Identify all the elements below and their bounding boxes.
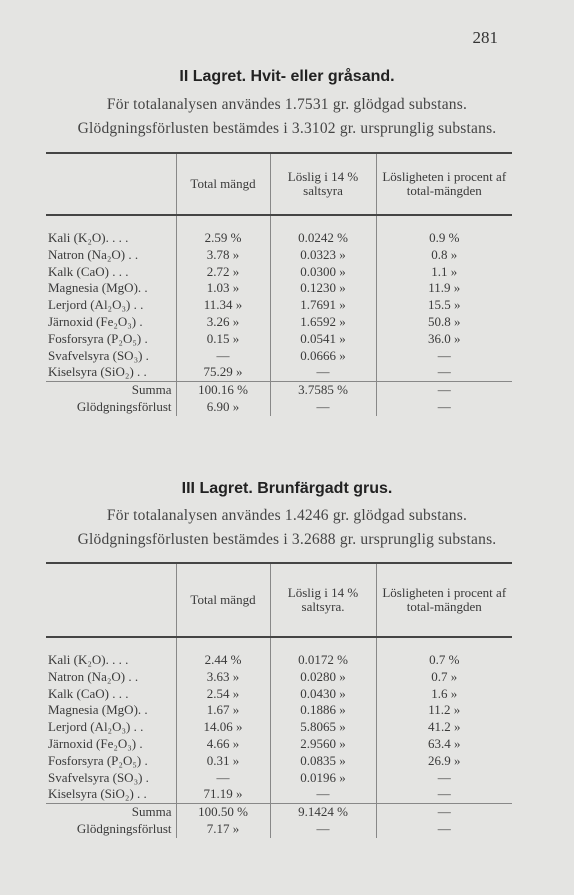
percent-value: 0.7 » [376, 669, 512, 686]
total-value: 71.19 » [176, 786, 270, 803]
percent-value: 1.6 » [376, 686, 512, 703]
percent-value: 36.0 » [376, 331, 512, 348]
substance-name: Lerjord (Al₂O₃) . . [48, 297, 144, 313]
percent-value: 11.9 » [376, 280, 512, 297]
summary-row [46, 382, 512, 399]
summary-row [46, 399, 512, 416]
section-3-loss-line: Glödgningsförlusten bestämdes i 3.2688 gr. ursprunglig substans. [77, 531, 497, 548]
total-value: 2.44 % [176, 637, 270, 669]
total-value: 3.63 » [176, 669, 270, 686]
soluble-value: 1.6592 » [270, 314, 376, 331]
soluble-value: 0.0430 » [270, 686, 376, 703]
table-row [46, 736, 512, 753]
total-value: — [176, 348, 270, 365]
substance-name: Fosforsyra (P₂O₅) . [48, 330, 148, 346]
total-value: 100.16 % [176, 382, 270, 399]
total-value: 3.26 » [176, 314, 270, 331]
soluble-value: — [270, 786, 376, 803]
percent-value: — [376, 786, 512, 803]
percent-value: 15.5 » [376, 297, 512, 314]
percent-value: 0.8 » [376, 247, 512, 264]
total-value: 2.59 % [176, 215, 270, 247]
total-value: 14.06 » [176, 719, 270, 736]
substance-name: Kalk (CaO) . . . [48, 263, 129, 279]
section-3-table [46, 562, 512, 838]
soluble-value: 1.7691 » [270, 297, 376, 314]
table-header-row [46, 563, 512, 637]
section-2-analysis-line: För totalanalysen användes 1.7531 gr. glödgad substans. [106, 96, 468, 113]
table-row [46, 770, 512, 787]
header-substance [46, 153, 176, 215]
substance-name: Magnesia (MgO). . [48, 280, 148, 296]
table-row [46, 786, 512, 803]
table-row [46, 637, 512, 669]
substance-name: Natron (Na₂O) . . [48, 246, 139, 262]
table-row [46, 364, 512, 381]
total-value: 7.17 » [176, 821, 270, 838]
percent-value: 11.2 » [376, 702, 512, 719]
total-value: 6.90 » [176, 399, 270, 416]
total-value: 1.67 » [176, 702, 270, 719]
summary-row [46, 804, 512, 821]
percent-value: 41.2 » [376, 719, 512, 736]
substance-name: Järnoxid (Fe₂O₃) . [48, 735, 143, 751]
soluble-value: 0.0280 » [270, 669, 376, 686]
table-row [46, 686, 512, 703]
soluble-value: 9.1424 % [270, 804, 376, 821]
percent-value: — [376, 364, 512, 381]
soluble-value: 5.8065 » [270, 719, 376, 736]
soluble-value: 0.0300 » [270, 264, 376, 281]
percent-value: — [376, 821, 512, 838]
percent-value: — [376, 382, 512, 399]
summary-label: Glödgningsförlust [76, 398, 172, 414]
percent-value: 26.9 » [376, 753, 512, 770]
section-3-analysis-line: För totalanalysen användes 1.4246 gr. glödgad substans. [106, 507, 468, 524]
table-row [46, 331, 512, 348]
table-row [46, 348, 512, 365]
total-value: 2.72 » [176, 264, 270, 281]
table-row [46, 719, 512, 736]
soluble-value: — [270, 399, 376, 416]
substance-name: Svafvelsyra (SO₃) . [48, 769, 149, 785]
table-row [46, 297, 512, 314]
header-percent: Lösligheten i procent af total-mängden [376, 153, 512, 215]
total-value: 75.29 » [176, 364, 270, 381]
header-soluble: Löslig i 14 % saltsyra [270, 153, 376, 215]
table-row [46, 753, 512, 770]
percent-value: 0.9 % [376, 215, 512, 247]
percent-value: — [376, 770, 512, 787]
table-row [46, 280, 512, 297]
total-value: 4.66 » [176, 736, 270, 753]
soluble-value: — [270, 821, 376, 838]
total-value: 2.54 » [176, 686, 270, 703]
soluble-value: 0.0835 » [270, 753, 376, 770]
soluble-value: 0.0541 » [270, 331, 376, 348]
substance-name: Kali (K₂O). . . . [48, 652, 129, 667]
table-row [46, 247, 512, 264]
substance-name: Kiselsyra (SiO₂) . . [48, 364, 147, 380]
summary-row [46, 821, 512, 838]
section-2-heading: II Lagret. Hvit- eller gråsand. [179, 68, 395, 85]
total-value: 3.78 » [176, 247, 270, 264]
substance-name: Svafvelsyra (SO₃) . [48, 347, 149, 363]
soluble-value: 3.7585 % [270, 382, 376, 399]
table-row [46, 669, 512, 686]
total-value: — [176, 770, 270, 787]
section-2-table [46, 152, 512, 416]
soluble-value: 0.0196 » [270, 770, 376, 787]
substance-name: Lerjord (Al₂O₃) . . [48, 719, 144, 735]
substance-name: Järnoxid (Fe₂O₃) . [48, 313, 143, 329]
total-value: 11.34 » [176, 297, 270, 314]
soluble-value: 0.1886 » [270, 702, 376, 719]
summary-label: Summa [46, 382, 176, 399]
percent-value: 50.8 » [376, 314, 512, 331]
table-row [46, 314, 512, 331]
soluble-value: 0.0666 » [270, 348, 376, 365]
table-row [46, 215, 512, 247]
percent-value: 1.1 » [376, 264, 512, 281]
soluble-value: 0.1230 » [270, 280, 376, 297]
header-percent: Lösligheten i procent af total-mängden [376, 563, 512, 637]
header-substance [46, 563, 176, 637]
header-total: Total mängd [176, 563, 270, 637]
substance-name: Kalk (CaO) . . . [48, 685, 129, 701]
section-3-heading: III Lagret. Brunfärgadt grus. [181, 480, 393, 497]
soluble-value: 0.0172 % [270, 637, 376, 669]
percent-value: 0.7 % [376, 637, 512, 669]
substance-name: Fosforsyra (P₂O₅) . [48, 752, 148, 768]
percent-value: — [376, 399, 512, 416]
percent-value: — [376, 804, 512, 821]
table-row [46, 702, 512, 719]
total-value: 100.50 % [176, 804, 270, 821]
total-value: 1.03 » [176, 280, 270, 297]
substance-name: Kiselsyra (SiO₂) . . [48, 786, 147, 802]
total-value: 0.15 » [176, 331, 270, 348]
table-row [46, 264, 512, 281]
substance-name: Kali (K₂O). . . . [48, 230, 129, 245]
header-soluble: Löslig i 14 % saltsyra. [270, 563, 376, 637]
substance-name: Magnesia (MgO). . [48, 702, 148, 718]
percent-value: — [376, 348, 512, 365]
substance-name: Natron (Na₂O) . . [48, 668, 139, 684]
summary-label: Glödgningsförlust [76, 820, 172, 836]
total-value: 0.31 » [176, 753, 270, 770]
section-2-loss-line: Glödgningsförlusten bestämdes i 3.3102 gr. ursprunglig substans. [77, 120, 497, 137]
soluble-value: 0.0242 % [270, 215, 376, 247]
page-number: 281 [472, 28, 498, 47]
soluble-value: — [270, 364, 376, 381]
percent-value: 63.4 » [376, 736, 512, 753]
soluble-value: 2.9560 » [270, 736, 376, 753]
table-header-row [46, 153, 512, 215]
soluble-value: 0.0323 » [270, 247, 376, 264]
header-total: Total mängd [176, 153, 270, 215]
summary-label: Summa [46, 804, 176, 821]
